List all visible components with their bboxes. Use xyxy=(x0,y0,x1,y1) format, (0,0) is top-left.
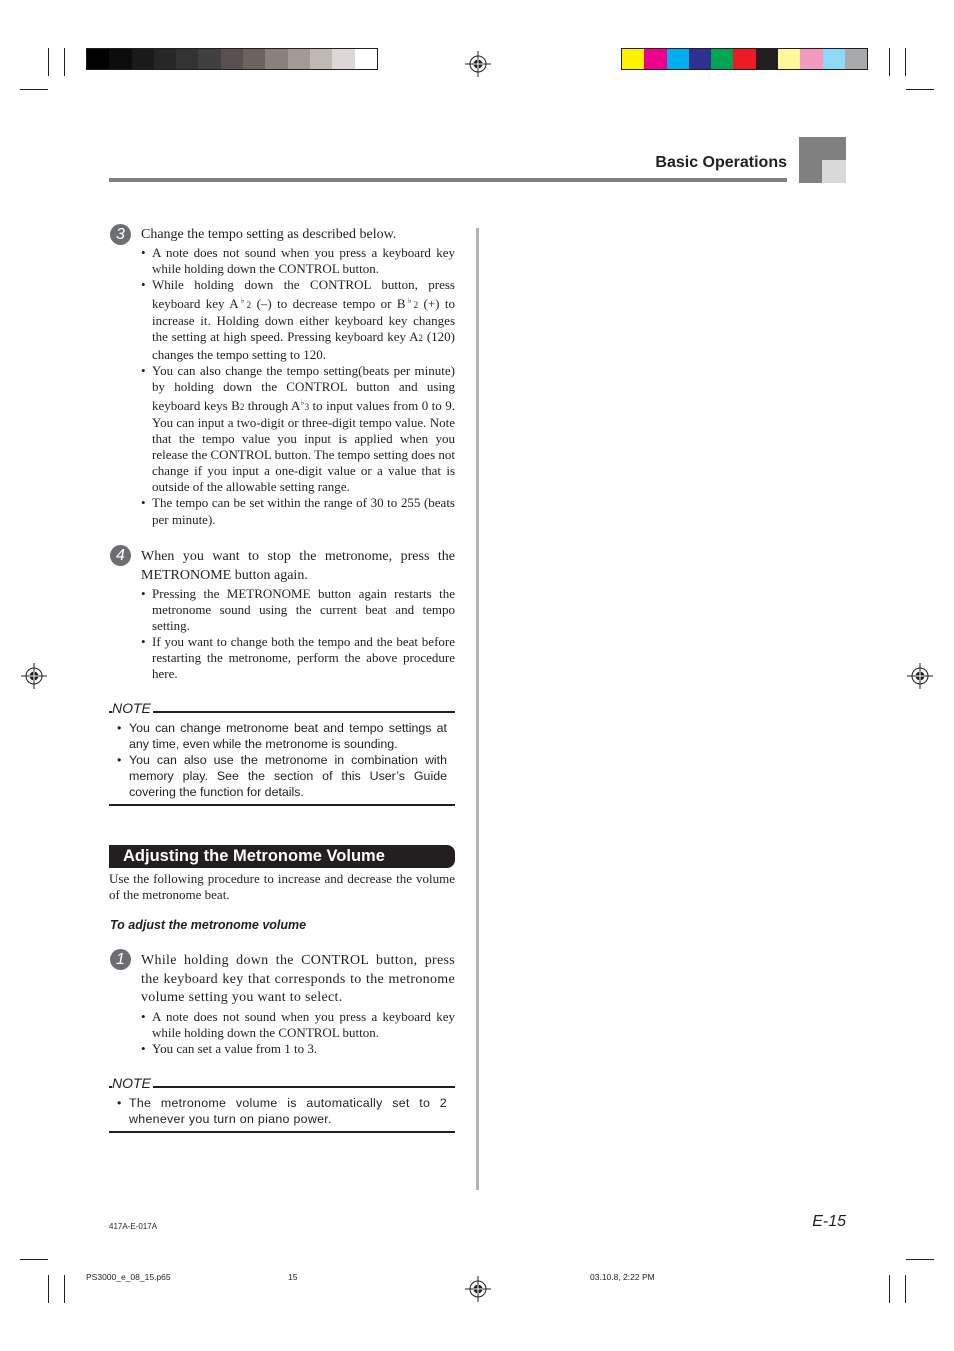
grayscale-calibration-bar xyxy=(86,48,378,70)
color-swatch xyxy=(778,49,800,69)
registration-mark-icon xyxy=(21,663,47,689)
note-bottom-rule xyxy=(109,1131,455,1133)
color-swatch xyxy=(733,49,755,69)
note-item: • You can also use the metronome in combination with memory play. See the section of this User’s Guide covering the function for details. xyxy=(117,752,447,800)
registration-mark-icon xyxy=(907,663,933,689)
gray-swatch xyxy=(154,49,176,69)
note-list xyxy=(117,1095,447,1127)
document-code: 417A-E-017A xyxy=(109,1222,158,1231)
crop-mark xyxy=(48,48,49,76)
crop-mark xyxy=(905,1275,906,1303)
list-item: • If you want to change both the tempo and the beat before restarting the metronome, perform the above procedure here. xyxy=(141,634,455,682)
note-item: • You can change metronome beat and tempo settings at any time, even while the metronome is sounding. xyxy=(117,720,447,752)
header-rule xyxy=(109,178,787,182)
color-swatch xyxy=(800,49,822,69)
step-1-bullets xyxy=(141,1009,455,1057)
gray-swatch xyxy=(221,49,243,69)
crop-mark xyxy=(906,1259,934,1260)
step-4-text: When you want to stop the metronome, press the METRONOME button again. xyxy=(141,549,455,583)
slug-filename: PS3000_e_08_15.p65 xyxy=(86,1272,171,1282)
gray-swatch xyxy=(243,49,265,69)
gray-swatch xyxy=(87,49,109,69)
gray-swatch xyxy=(109,49,131,69)
crop-mark xyxy=(64,48,65,76)
step-4-bullets xyxy=(141,586,455,683)
gray-swatch xyxy=(310,49,332,69)
step-3-bullets xyxy=(141,245,455,528)
list-item: • While holding down the CONTROL button, press keyboard key A♭2 (–) to decrease tempo or B♭2 (+) to increase it. Holding down either keyboard key changes the setting at high speed. Pressing keyboard key A2 (120) changes the tempo setting to 120. xyxy=(141,277,455,362)
column-divider xyxy=(476,228,479,1190)
gray-swatch xyxy=(132,49,154,69)
color-swatch xyxy=(711,49,733,69)
chapter-tab-inner xyxy=(822,160,846,183)
crop-mark xyxy=(20,1259,48,1260)
note-label: NOTE xyxy=(112,1075,151,1091)
note-label: NOTE xyxy=(112,700,151,716)
crop-mark xyxy=(20,89,48,90)
registration-mark-icon xyxy=(465,51,491,77)
page-section-title: Basic Operations xyxy=(655,154,787,171)
color-swatch xyxy=(845,49,867,69)
crop-mark xyxy=(889,1275,890,1303)
color-calibration-bar xyxy=(621,48,868,70)
page-number: E-15 xyxy=(812,1213,846,1230)
list-item: • The tempo can be set within the range of 30 to 255 (beats per minute). xyxy=(141,495,455,527)
crop-mark xyxy=(889,48,890,76)
crop-mark xyxy=(905,48,906,76)
note-top-rule xyxy=(109,1086,455,1088)
list-item: • A note does not sound when you press a keyboard key while holding down the CONTROL button. xyxy=(141,245,455,277)
note-top-rule xyxy=(109,711,455,713)
crop-mark xyxy=(48,1275,49,1303)
gray-swatch xyxy=(332,49,354,69)
color-swatch xyxy=(756,49,778,69)
section-intro: Use the following procedure to increase and decrease the volume of the metronome beat. xyxy=(109,871,455,902)
step-number-4: 4 xyxy=(110,545,131,566)
slug-date: 03.10.8, 2:22 PM xyxy=(590,1272,655,1282)
note-item: • The metronome volume is automatically set to 2 whenever you turn on piano power. xyxy=(117,1095,447,1127)
list-item: • A note does not sound when you press a keyboard key while holding down the CONTROL button. xyxy=(141,1009,455,1041)
section-heading: Adjusting the Metronome Volume xyxy=(123,847,385,865)
gray-swatch xyxy=(288,49,310,69)
list-item: • You can set a value from 1 to 3. xyxy=(141,1041,455,1057)
slug-page: 15 xyxy=(288,1272,298,1282)
color-swatch xyxy=(667,49,689,69)
procedure-subheading: To adjust the metronome volume xyxy=(110,918,307,932)
gray-swatch xyxy=(265,49,287,69)
list-item: • Pressing the METRONOME button again restarts the metronome sound using the current beat and tempo setting. xyxy=(141,586,455,634)
step-number-3: 3 xyxy=(110,224,131,245)
color-swatch xyxy=(823,49,845,69)
gray-swatch xyxy=(198,49,220,69)
color-swatch xyxy=(644,49,666,69)
step-number-1: 1 xyxy=(110,949,131,970)
step-1-text: While holding down the CONTROL button, press the keyboard key that corresponds to the metronome volume setting you want to select. xyxy=(141,953,455,1005)
step-3-text: Change the tempo setting as described below. xyxy=(141,227,397,242)
color-swatch xyxy=(622,49,644,69)
registration-mark-icon xyxy=(465,1276,491,1302)
gray-swatch xyxy=(176,49,198,69)
note-bottom-rule xyxy=(109,804,455,806)
note-list xyxy=(117,720,447,800)
color-swatch xyxy=(689,49,711,69)
gray-swatch xyxy=(355,49,377,69)
list-item: • You can also change the tempo setting(beats per minute) by holding down the CONTROL button and using keyboard keys B2 through A♭3 to input values from 0 to 9. You can input a two-digit or three-digit tempo value. Note that the tempo value you input is applied when you release the CONTROL button. The tempo setting does not change if you input a one-digit value or a value that is outside of the allowable setting range. xyxy=(141,363,455,496)
crop-mark xyxy=(64,1275,65,1303)
crop-mark xyxy=(906,89,934,90)
